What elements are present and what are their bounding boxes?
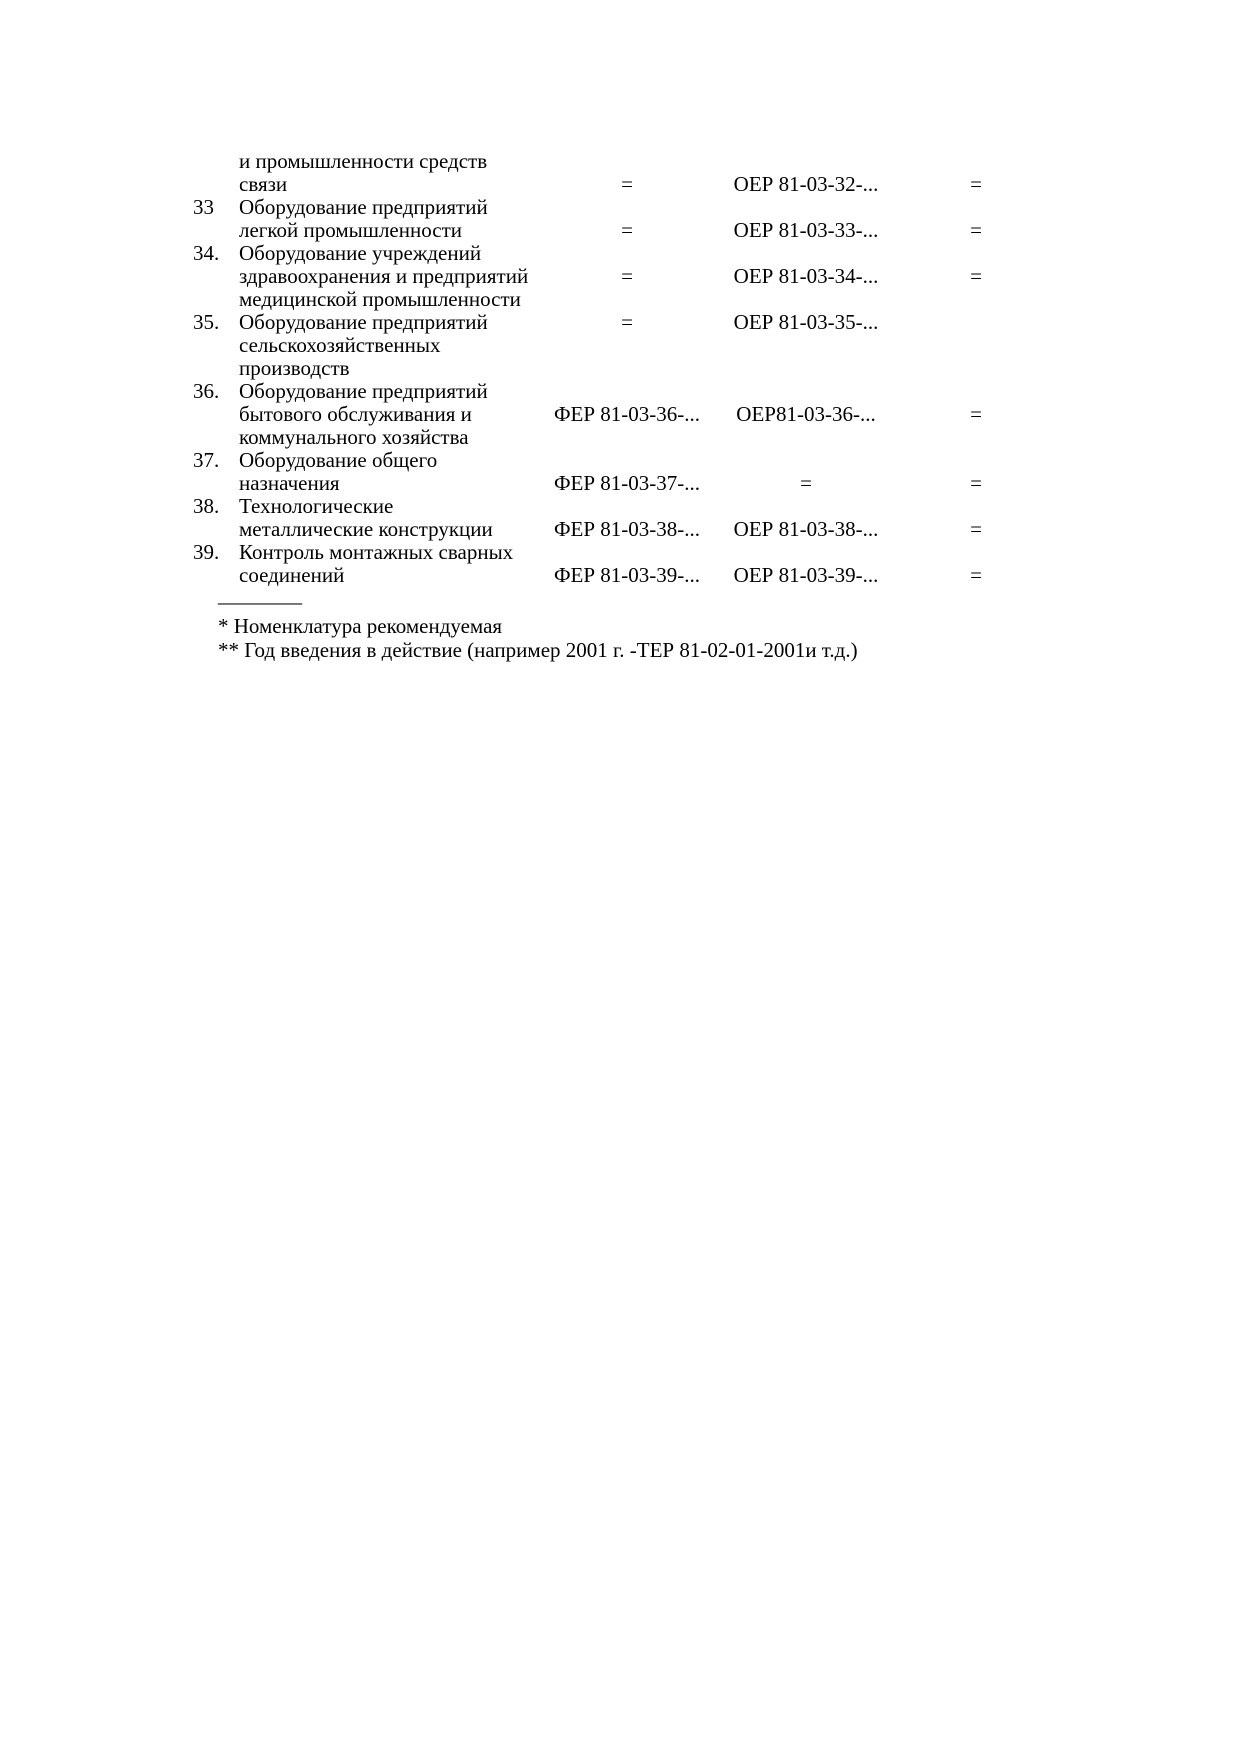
last-code-cell: = bbox=[970, 471, 982, 495]
table-row bbox=[190, 449, 1049, 495]
row-number: 34. bbox=[193, 241, 220, 265]
row-description bbox=[239, 449, 545, 495]
row-description bbox=[239, 242, 545, 311]
table-row bbox=[190, 380, 1049, 449]
fer-code-cell: ФЕР 81-03-39-... bbox=[553, 563, 701, 587]
oer-code-cell: ОЕР81-03-36-... bbox=[736, 402, 876, 426]
row-description bbox=[239, 150, 545, 196]
row-number: 39. bbox=[193, 540, 220, 564]
table-row bbox=[190, 242, 1049, 311]
footnote-year: ** Год введения в действие (например 2001 г. -ТЕР 81-02-01-2001и т.д.) bbox=[218, 638, 858, 662]
table-row bbox=[190, 311, 1049, 380]
description-line: коммунального хозяйства bbox=[239, 425, 469, 449]
description-line: Технологические bbox=[239, 494, 394, 518]
last-code-cell: = bbox=[970, 264, 982, 288]
description-line: соединений bbox=[239, 563, 345, 587]
table-row bbox=[190, 150, 1049, 196]
row-description bbox=[239, 541, 545, 587]
description-line: связи bbox=[239, 172, 288, 196]
last-code-cell: = bbox=[970, 402, 982, 426]
last-code-cell: = bbox=[970, 218, 982, 242]
oer-code-cell: ОЕР 81-03-33-... bbox=[733, 218, 879, 242]
oer-code-cell: ОЕР 81-03-32-... bbox=[733, 172, 879, 196]
row-number: 38. bbox=[193, 494, 220, 518]
description-line: Оборудование общего bbox=[239, 448, 438, 472]
fer-code-cell: = bbox=[621, 264, 633, 288]
footnote-separator: ________ bbox=[218, 583, 302, 607]
description-line: Оборудование предприятий bbox=[239, 379, 488, 403]
table-row bbox=[190, 495, 1049, 541]
row-description bbox=[239, 495, 545, 541]
footnote-nomenclature: * Номенклатура рекомендуемая bbox=[218, 614, 503, 638]
row-number: 36. bbox=[193, 379, 220, 403]
footnotes bbox=[218, 614, 858, 662]
oer-code-cell: ОЕР 81-03-34-... bbox=[733, 264, 879, 288]
row-number: 35. bbox=[193, 310, 220, 334]
fer-code-cell: ФЕР 81-03-37-... bbox=[553, 471, 701, 495]
oer-code-cell: ОЕР 81-03-35-... bbox=[733, 310, 879, 334]
row-description bbox=[239, 196, 545, 242]
last-code-cell: = bbox=[970, 517, 982, 541]
fer-code-cell: = bbox=[621, 172, 633, 196]
oer-code-cell: = bbox=[800, 471, 812, 495]
row-number: 33 bbox=[193, 195, 214, 219]
description-line: Оборудование предприятий bbox=[239, 310, 488, 334]
fer-code-cell: ФЕР 81-03-38-... bbox=[553, 517, 701, 541]
last-code-cell: = bbox=[970, 172, 982, 196]
oer-code-cell: ОЕР 81-03-39-... bbox=[733, 563, 879, 587]
description-line: Оборудование учреждений bbox=[239, 241, 482, 265]
description-line: и промышленности средств bbox=[239, 149, 488, 173]
description-line: легкой промышленности bbox=[239, 218, 462, 242]
fer-code-cell: = bbox=[621, 310, 633, 334]
table-row bbox=[190, 541, 1049, 587]
description-line: производств bbox=[239, 356, 350, 380]
last-code-cell: = bbox=[970, 563, 982, 587]
description-line: сельскохозяйственных bbox=[239, 333, 441, 357]
description-line: бытового обслуживания и bbox=[239, 402, 472, 426]
row-number: 37. bbox=[193, 448, 220, 472]
fer-code-cell: = bbox=[621, 218, 633, 242]
description-line: металлические конструкции bbox=[239, 517, 493, 541]
row-description bbox=[239, 380, 545, 449]
description-line: Контроль монтажных сварных bbox=[239, 540, 514, 564]
description-line: назначения bbox=[239, 471, 340, 495]
row-number bbox=[190, 150, 239, 196]
last-code-cell bbox=[903, 311, 1049, 380]
description-line: здравоохранения и предприятий bbox=[239, 264, 529, 288]
description-line: медицинской промышленности bbox=[239, 287, 521, 311]
row-description bbox=[239, 311, 545, 380]
table-row bbox=[190, 196, 1049, 242]
description-line: Оборудование предприятий bbox=[239, 195, 488, 219]
fer-code-cell: ФЕР 81-03-36-... bbox=[553, 402, 701, 426]
rates-table bbox=[190, 150, 1049, 587]
oer-code-cell: ОЕР 81-03-38-... bbox=[733, 517, 879, 541]
